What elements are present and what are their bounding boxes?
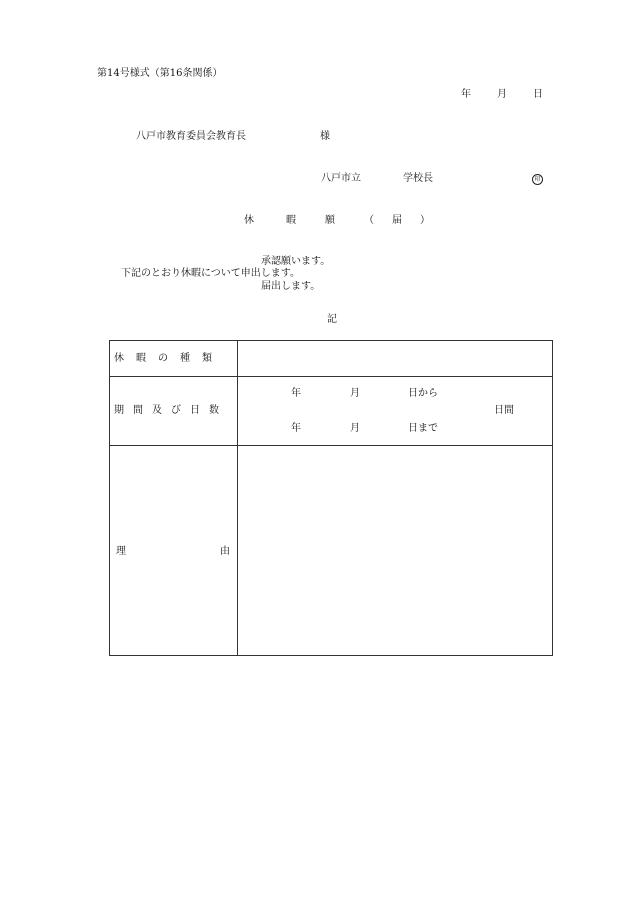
- addressee-name: 八戸市教育委員会教育長: [136, 131, 246, 142]
- table-divider: [110, 376, 552, 377]
- label-char: 類: [202, 353, 212, 364]
- period-to-day: 日まで: [408, 423, 438, 434]
- label-char: 由: [220, 546, 230, 557]
- label-char: 間: [133, 405, 143, 416]
- leave-request-table: [109, 340, 553, 656]
- title-alt: （ 届 ）: [364, 215, 434, 226]
- body-main-line: 下記のとおり休暇について申出します。: [121, 268, 300, 279]
- date-day-label: 日: [533, 89, 543, 100]
- period-from-year: 年: [291, 388, 301, 399]
- label-char: 種: [180, 353, 190, 364]
- label-char: 休: [114, 353, 124, 364]
- period-from-day: 日から: [408, 388, 438, 399]
- label-char: 及: [152, 405, 162, 416]
- date-year-label: 年: [461, 89, 471, 100]
- period-to-year: 年: [291, 423, 301, 434]
- date-month-label: 月: [497, 89, 507, 100]
- label-char: 理: [116, 546, 126, 557]
- sender-city-school: 八戸市立: [321, 173, 361, 184]
- title-char: 暇: [286, 215, 296, 226]
- period-from-month: 月: [350, 388, 360, 399]
- title-char: 願: [325, 215, 335, 226]
- addressee-honorific: 様: [320, 131, 330, 142]
- label-char: 日: [190, 405, 200, 416]
- row-leave-type-label: [114, 353, 212, 365]
- label-char: び: [171, 405, 181, 416]
- body-approval-line: 承認願います。: [261, 256, 331, 267]
- period-to-month: 月: [350, 423, 360, 434]
- row-period-label: [114, 405, 219, 417]
- label-char: の: [158, 353, 168, 364]
- sender-principal: 学校長: [403, 173, 433, 184]
- title-char: 休: [244, 215, 254, 226]
- row-reason-label: [116, 546, 230, 558]
- body-notify-line: 届出します。: [261, 281, 321, 292]
- form-number: 第14号様式（第16条関係）: [97, 68, 223, 79]
- ki-heading: 記: [327, 314, 337, 325]
- reason-value[interactable]: [238, 446, 552, 655]
- seal-mark: 印: [532, 174, 543, 185]
- label-char: 期: [114, 405, 124, 416]
- label-char: 数: [209, 405, 219, 416]
- period-days: 日間: [494, 405, 514, 416]
- leave-type-value[interactable]: [238, 341, 552, 376]
- label-char: 暇: [136, 353, 146, 364]
